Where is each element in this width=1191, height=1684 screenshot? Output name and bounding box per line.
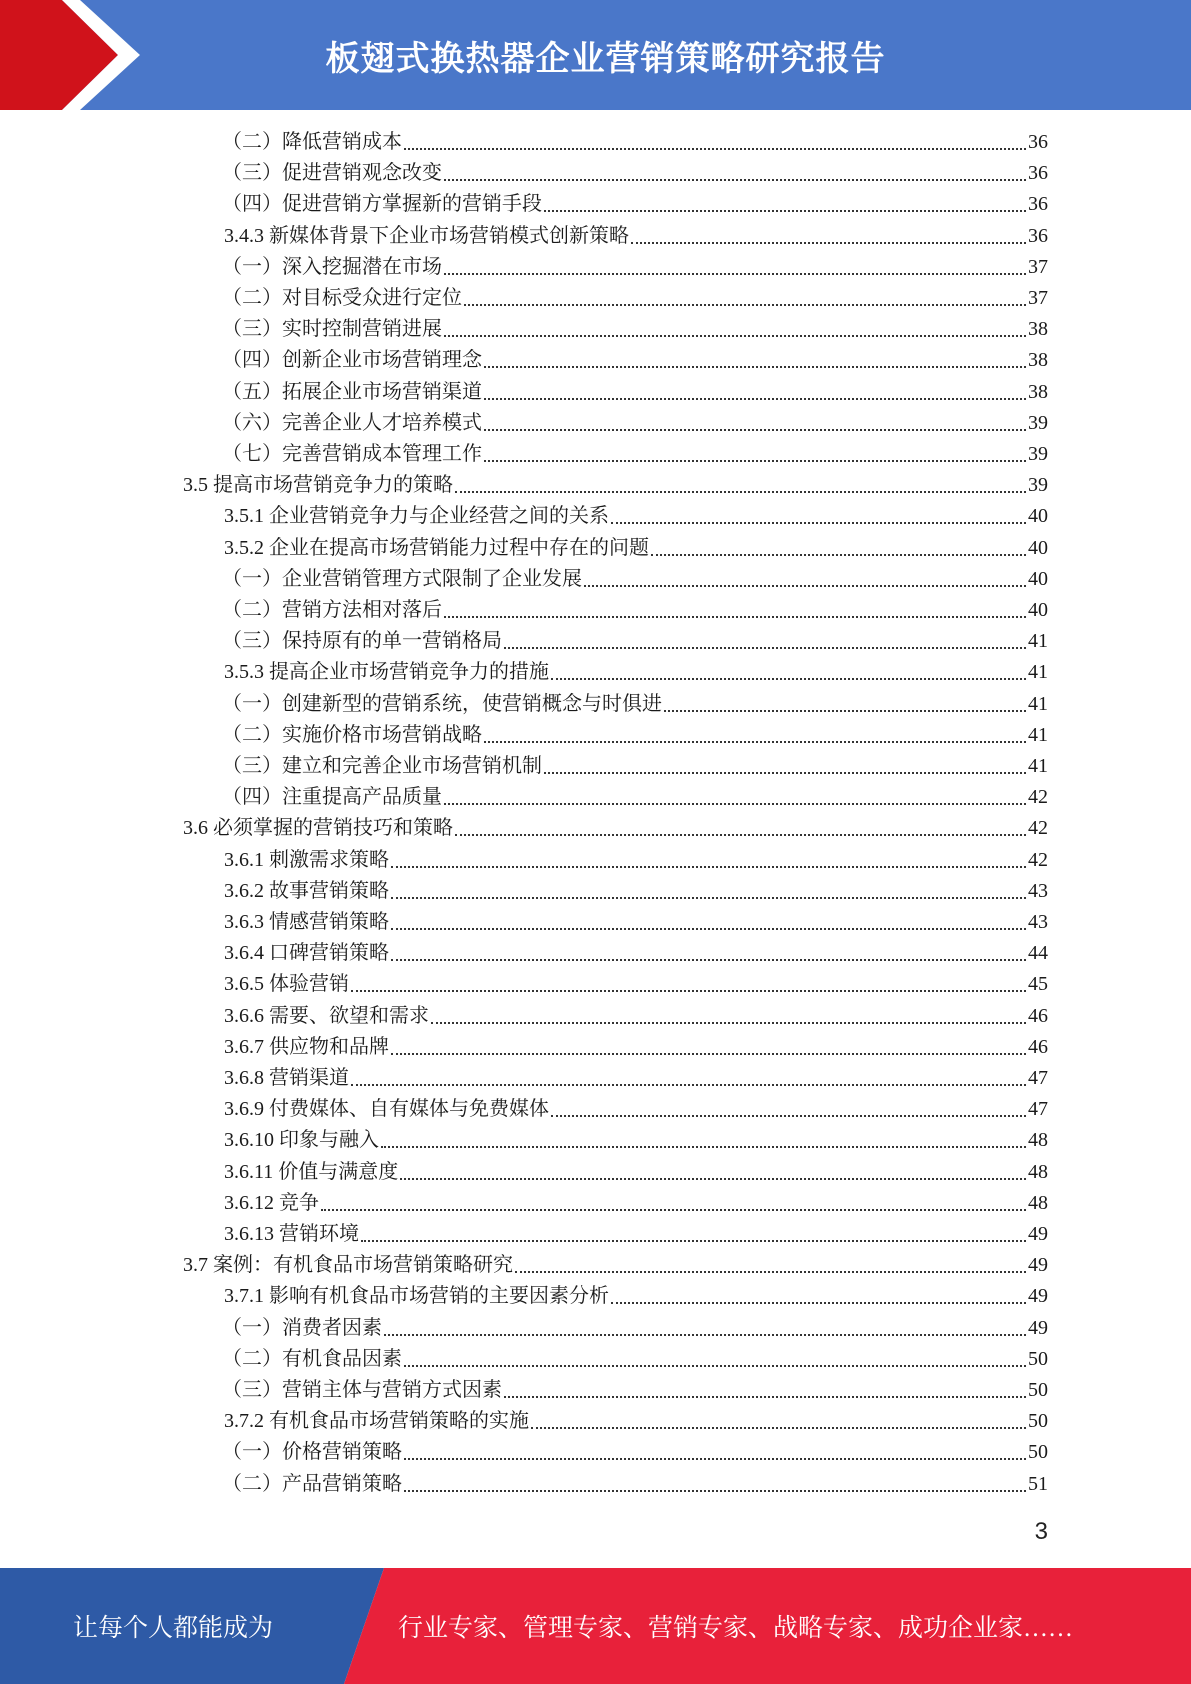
toc-entry[interactable] <box>222 782 1048 813</box>
toc-leader-dots <box>551 1115 1026 1117</box>
toc-entry-title: 3.5 提高市场营销竞争力的策略 <box>183 474 453 497</box>
toc-entry-title: （二）实施价格市场营销战略 <box>222 723 482 746</box>
toc-entry-title: （二）产品营销策略 <box>222 1472 402 1495</box>
toc-entry-page: 43 <box>1028 879 1048 902</box>
toc-entry[interactable] <box>222 720 1048 751</box>
toc-leader-dots <box>631 242 1026 244</box>
toc-leader-dots <box>404 148 1026 150</box>
toc-entry-page: 38 <box>1028 380 1048 403</box>
document-title: 板翅式换热器企业营销策略研究报告 <box>325 38 886 79</box>
toc-entry[interactable] <box>183 1250 1048 1281</box>
toc-entry[interactable] <box>224 845 1048 876</box>
toc-leader-dots <box>584 585 1026 587</box>
toc-entry[interactable] <box>224 1188 1048 1219</box>
toc-leader-dots <box>381 1146 1026 1148</box>
toc-entry-title: （四）注重提高产品质量 <box>222 786 442 809</box>
toc-entry-page: 42 <box>1028 786 1048 809</box>
toc-leader-dots <box>391 928 1026 930</box>
toc-leader-dots <box>361 1240 1026 1242</box>
toc-leader-dots <box>444 616 1026 618</box>
toc-entry-page: 43 <box>1028 911 1048 933</box>
toc-entry[interactable] <box>224 1001 1048 1032</box>
toc-entry-page: 47 <box>1028 1098 1048 1121</box>
toc-entry-page: 46 <box>1028 1035 1048 1058</box>
toc-entry-title: （二）降低营销成本 <box>222 131 402 153</box>
toc-entry-title: 3.7 案例：有机食品市场营销策略研究 <box>183 1254 513 1277</box>
toc-entry[interactable] <box>183 813 1048 844</box>
toc-entry-page: 39 <box>1028 443 1048 465</box>
toc-entry[interactable] <box>224 969 1048 1000</box>
toc-leader-dots <box>404 1365 1026 1367</box>
toc-entry-page: 38 <box>1028 318 1048 341</box>
toc-leader-dots <box>431 1022 1026 1024</box>
toc-entry-page: 40 <box>1028 599 1048 621</box>
toc-entry-title: 3.6.7 供应物和品牌 <box>224 1035 389 1058</box>
toc-entry-page: 45 <box>1028 973 1048 996</box>
toc-leader-dots <box>404 1490 1026 1492</box>
toc-leader-dots <box>321 1209 1026 1211</box>
toc-entry-title: （一）企业营销管理方式限制了企业发展 <box>222 567 582 590</box>
toc-entry-title: 3.5.1 企业营销竞争力与企业经营之间的关系 <box>224 505 609 528</box>
toc-entry-page: 49 <box>1028 1223 1048 1245</box>
toc-entry-page: 48 <box>1028 1191 1048 1214</box>
toc-entry-title: （三）建立和完善企业市场营销机制 <box>222 755 542 777</box>
toc-entry-page: 42 <box>1028 848 1048 871</box>
toc-entry-page: 46 <box>1028 1004 1048 1027</box>
toc-entry[interactable] <box>224 907 1048 938</box>
toc-entry[interactable] <box>222 595 1048 626</box>
toc-entry[interactable] <box>222 564 1048 595</box>
page-number: 3 <box>1034 1518 1048 1545</box>
toc-entry-title: 3.6.12 竞争 <box>224 1191 319 1214</box>
toc-leader-dots <box>611 522 1026 524</box>
toc-entry-title: 3.4.3 新媒体背景下企业市场营销模式创新策略 <box>224 224 629 247</box>
toc-entry-title: （一）深入挖掘潜在市场 <box>222 255 442 278</box>
toc-entry[interactable] <box>222 439 1048 470</box>
toc-entry-title: （一）消费者因素 <box>222 1316 382 1339</box>
toc-entry-title: （二）营销方法相对落后 <box>222 599 442 621</box>
toc-entry-title: （一）创建新型的营销系统，使营销概念与时俱进 <box>222 692 662 715</box>
toc-entry-title: 3.6.10 印象与融入 <box>224 1129 379 1152</box>
toc-leader-dots <box>444 179 1026 181</box>
toc-leader-dots <box>391 1053 1026 1055</box>
toc-entry[interactable] <box>222 1344 1048 1375</box>
footer-slogan-right <box>398 1568 1191 1684</box>
toc-leader-dots <box>611 1302 1026 1304</box>
toc-entry[interactable] <box>222 408 1048 439</box>
toc-entry-page: 50 <box>1028 1379 1048 1401</box>
toc-entry-title: 3.7.1 影响有机食品市场营销的主要因素分析 <box>224 1285 609 1308</box>
toc-leader-dots <box>484 398 1026 400</box>
toc-entry-page: 41 <box>1028 692 1048 715</box>
toc-entry-page: 49 <box>1028 1316 1048 1339</box>
toc-leader-dots <box>400 1178 1026 1180</box>
toc-leader-dots <box>651 554 1026 556</box>
toc-leader-dots <box>484 366 1026 368</box>
toc-leader-dots <box>351 990 1026 992</box>
toc-leader-dots <box>391 897 1026 899</box>
toc-entry-title: （三）营销主体与营销方式因素 <box>222 1379 502 1401</box>
toc-entry-page: 36 <box>1028 224 1048 247</box>
toc-entry-title: 3.6.4 口碑营销策略 <box>224 942 389 965</box>
toc-entry-title: （二）对目标受众进行定位 <box>222 287 462 309</box>
toc-leader-dots <box>484 429 1026 431</box>
toc-leader-dots <box>444 335 1026 337</box>
toc-entry[interactable] <box>224 1063 1048 1094</box>
toc-entry[interactable] <box>222 1313 1048 1344</box>
toc-entry-page: 50 <box>1028 1410 1048 1433</box>
toc-entry[interactable] <box>224 221 1048 252</box>
toc-leader-dots <box>504 1396 1026 1398</box>
toc-entry-page: 37 <box>1028 255 1048 278</box>
toc-entry-page: 41 <box>1028 755 1048 777</box>
toc-entry[interactable] <box>222 377 1048 408</box>
toc-entry[interactable] <box>224 657 1048 688</box>
toc-entry-title: 3.6.8 营销渠道 <box>224 1067 349 1089</box>
toc-entry[interactable] <box>224 1157 1048 1188</box>
toc-leader-dots <box>504 647 1026 649</box>
toc-entry[interactable] <box>222 158 1048 189</box>
toc-entry-page: 44 <box>1028 942 1048 965</box>
toc-entry-title: 3.6.9 付费媒体、自有媒体与免费媒体 <box>224 1098 549 1121</box>
toc-entry-page: 50 <box>1028 1347 1048 1370</box>
toc-entry-title: （四）创新企业市场营销理念 <box>222 349 482 372</box>
toc-entry-title: 3.6.1 刺激需求策略 <box>224 848 389 871</box>
toc-entry-title: 3.6.5 体验营销 <box>224 973 349 996</box>
toc-entry[interactable] <box>224 1032 1048 1063</box>
toc-leader-dots <box>544 772 1026 774</box>
toc-entry[interactable] <box>222 283 1048 314</box>
footer-right-text: 行业专家、管理专家、营销专家、战略专家、成功企业家…… <box>398 1615 1074 1642</box>
toc-leader-dots <box>384 1334 1026 1336</box>
toc-entry[interactable] <box>224 876 1048 907</box>
toc-entry-page: 36 <box>1028 193 1048 216</box>
toc-entry[interactable] <box>224 533 1048 564</box>
toc-entry-title: （三）保持原有的单一营销格局 <box>222 630 502 653</box>
toc-leader-dots <box>404 1458 1026 1460</box>
toc-leader-dots <box>351 1084 1026 1086</box>
toc-entry-page: 42 <box>1028 817 1048 840</box>
toc-entry[interactable] <box>222 189 1048 220</box>
toc-entry-title: 3.6.13 营销环境 <box>224 1223 359 1245</box>
toc-entry-title: （四）促进营销方掌握新的营销手段 <box>222 193 542 216</box>
toc-entry-page: 40 <box>1028 536 1048 559</box>
toc-leader-dots <box>391 959 1026 961</box>
toc-entry-title: （七）完善营销成本管理工作 <box>222 443 482 465</box>
toc-entry[interactable] <box>224 1094 1048 1125</box>
toc-entry[interactable] <box>224 938 1048 969</box>
toc-entry-title: 3.5.3 提高企业市场营销竞争力的措施 <box>224 661 549 684</box>
toc-leader-dots <box>531 1427 1026 1429</box>
toc-leader-dots <box>551 678 1026 680</box>
page-footer <box>0 1568 1191 1684</box>
toc-leader-dots <box>515 1271 1026 1273</box>
toc-leader-dots <box>455 491 1026 493</box>
toc-entry-title: 3.7.2 有机食品市场营销策略的实施 <box>224 1410 529 1433</box>
toc-leader-dots <box>444 273 1026 275</box>
toc-leader-dots <box>484 460 1026 462</box>
toc-entry[interactable] <box>222 252 1048 283</box>
toc-entry-page: 41 <box>1028 661 1048 684</box>
toc-entry-title: 3.5.2 企业在提高市场营销能力过程中存在的问题 <box>224 536 649 559</box>
toc-entry-page: 47 <box>1028 1067 1048 1089</box>
toc-entry-page: 40 <box>1028 567 1048 590</box>
toc-entry-page: 51 <box>1028 1472 1048 1495</box>
toc-entry-page: 48 <box>1028 1129 1048 1152</box>
toc-entry[interactable] <box>222 1437 1048 1468</box>
toc-entry-page: 49 <box>1028 1254 1048 1277</box>
toc-entry-page: 36 <box>1028 131 1048 153</box>
toc-entry-page: 39 <box>1028 474 1048 497</box>
toc-entry-title: （六）完善企业人才培养模式 <box>222 411 482 434</box>
toc-entry[interactable] <box>224 1406 1048 1437</box>
toc-entry-page: 48 <box>1028 1160 1048 1183</box>
toc-entry-title: （三）促进营销观念改变 <box>222 162 442 185</box>
toc-leader-dots <box>455 834 1026 836</box>
toc-entry-title: （二）有机食品因素 <box>222 1347 402 1370</box>
toc-entry-title: （一）价格营销策略 <box>222 1441 402 1464</box>
toc-entry[interactable] <box>222 314 1048 345</box>
toc-entry[interactable] <box>222 345 1048 376</box>
toc-entry-title: 3.6 必须掌握的营销技巧和策略 <box>183 817 453 840</box>
toc-entry-page: 40 <box>1028 505 1048 528</box>
toc-entry[interactable] <box>222 689 1048 720</box>
toc-entry-page: 41 <box>1028 723 1048 746</box>
toc-entry-page: 50 <box>1028 1441 1048 1464</box>
footer-slogan-left <box>0 1568 350 1684</box>
toc-entry[interactable] <box>183 470 1048 501</box>
toc-entry-page: 38 <box>1028 349 1048 372</box>
toc-leader-dots <box>444 803 1026 805</box>
toc-entry[interactable] <box>222 1375 1048 1406</box>
page-header <box>0 0 1191 110</box>
toc-entry-title: 3.6.2 故事营销策略 <box>224 879 389 902</box>
footer-left-text: 让每个人都能成为 <box>72 1615 273 1642</box>
toc-leader-dots <box>664 710 1026 712</box>
toc-entry[interactable] <box>222 626 1048 657</box>
toc-entry-title: （三）实时控制营销进展 <box>222 318 442 341</box>
toc-entry[interactable] <box>224 501 1048 532</box>
toc-entry[interactable] <box>224 1125 1048 1156</box>
toc-entry-page: 36 <box>1028 162 1048 185</box>
toc-entry-page: 41 <box>1028 630 1048 653</box>
toc-entry-title: 3.6.3 情感营销策略 <box>224 911 389 933</box>
toc-entry-page: 49 <box>1028 1285 1048 1308</box>
toc-entry-title: 3.6.6 需要、欲望和需求 <box>224 1004 429 1027</box>
toc-entry[interactable] <box>224 1281 1048 1312</box>
toc-leader-dots <box>544 210 1026 212</box>
toc-entry-title: （五）拓展企业市场营销渠道 <box>222 380 482 403</box>
toc-entry[interactable] <box>222 751 1048 782</box>
toc-entry-page: 39 <box>1028 411 1048 434</box>
toc-entry[interactable] <box>222 127 1048 158</box>
toc-entry[interactable] <box>224 1219 1048 1250</box>
toc-leader-dots <box>484 741 1026 743</box>
toc-entry-title: 3.6.11 价值与满意度 <box>224 1160 399 1183</box>
toc-entry[interactable] <box>222 1469 1048 1500</box>
toc-entry-page: 37 <box>1028 287 1048 309</box>
toc-leader-dots <box>391 866 1026 868</box>
toc-leader-dots <box>464 304 1026 306</box>
